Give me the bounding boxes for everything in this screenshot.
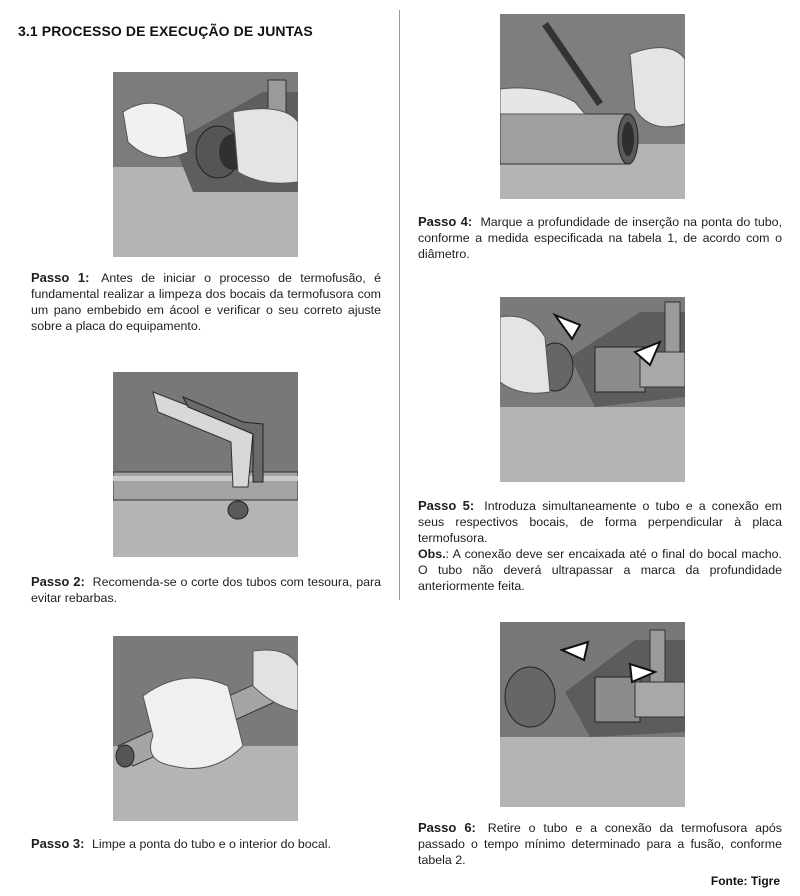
step6-label: Passo 6: [418,820,476,835]
cloth-cleaning-icon [113,636,298,821]
step5-obs-text: : A conexão deve ser encaixada até o final do bocal macho. O tubo não deverá ultrapassar a marca da profundidade anteriormente feita. [418,547,782,593]
pipe-cutter-icon [113,372,298,557]
insert-arrows-icon [500,297,685,482]
step2-text [31,574,381,606]
step6-text [418,820,782,868]
step4-illustration [500,14,685,199]
column-divider [399,10,400,600]
step1-text [31,270,381,334]
step3-label: Passo 3: [31,836,85,851]
step3-text [31,836,381,852]
step5-label: Passo 5: [418,498,475,513]
hand-wiping-icon [113,72,298,257]
step5-obs-label: Obs. [418,547,446,561]
section-title: 3.1 PROCESSO DE EXECUÇÃO DE JUNTAS [18,23,313,39]
step1-illustration [113,72,298,257]
step4-description: Marque a profundidade de inserção na ponta do tubo, conforme a medida especificada na tabela 1, de acordo com o diâmetro. [418,215,782,261]
step2-illustration [113,372,298,557]
remove-arrows-icon [500,622,685,807]
step5-illustration [500,297,685,482]
step6-illustration [500,622,685,807]
step1-label: Passo 1: [31,270,90,285]
step3-illustration [113,636,298,821]
step6-description: Retire o tubo e a conexão da termofusora após passado o tempo mínimo determinado para a fusão, conforme tabela 2. [418,821,782,867]
marker-pen-icon [500,14,685,199]
step4-label: Passo 4: [418,214,473,229]
step5-description: Introduza simultaneamente o tubo e a conexão em seus respectivos bocais, de forma perpendicular à placa termofusora. [418,499,782,545]
step3-description: Limpe a ponta do tubo e o interior do bocal. [91,837,331,851]
step4-text [418,214,782,262]
step2-description: Recomenda-se o corte dos tubos com tesoura, para evitar rebarbas. [31,575,381,605]
step1-description: Antes de iniciar o processo de termofusão, é fundamental realizar a limpeza dos bocais da termofusora com um pano embebido em ácool e verificar o seu correto ajuste sobre a placa do equipamento. [31,271,381,333]
source-caption: Fonte: Tigre [710,874,780,888]
step5-text [418,498,782,594]
step2-label: Passo 2: [31,574,85,589]
